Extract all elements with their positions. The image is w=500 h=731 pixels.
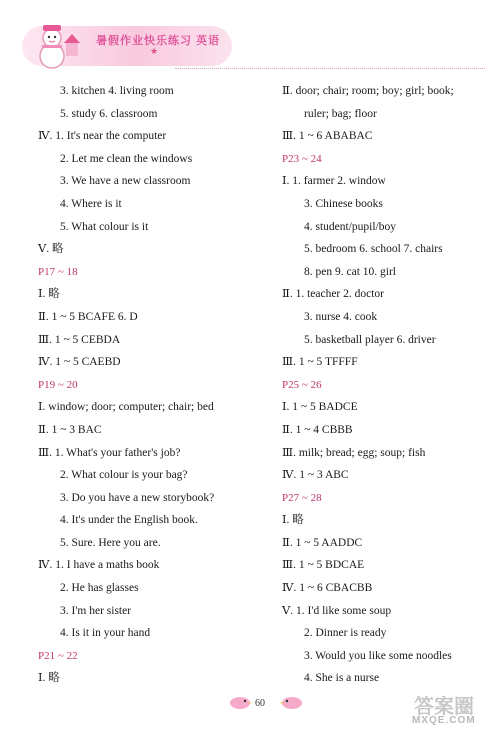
answer-line: Ⅰ. 略 [38,288,60,301]
section-heading: P23 ~ 24 [282,152,322,165]
header-star-icon: ★ [150,46,159,56]
answer-line: Ⅳ. 1 ~ 5 CAEBD [38,356,121,369]
watermark-logo: 答案圈 [414,696,474,718]
answer-line: Ⅴ. 略 [38,243,64,256]
footer-bird-right-icon [280,694,304,710]
footer-bird-left-icon [228,694,252,710]
section-heading: P17 ~ 18 [38,265,78,278]
header-banner-title: 暑假作业快乐练习 英语 [96,35,221,47]
answer-line: 3. kitchen 4. living room [60,85,174,97]
section-heading: P19 ~ 20 [38,378,78,391]
answer-line: 3. We have a new classroom [60,175,191,188]
answer-line: 2. What colour is your bag? [60,469,188,482]
answer-line: Ⅱ. 1 ~ 5 BCAFE 6. D [38,310,138,323]
answer-line: 5. What colour is it [60,220,149,233]
answer-line: 2. Let me clean the windows [60,152,193,165]
answer-line: 4. Is it in your hand [60,627,151,640]
answer-line: 3. Do you have a new storybook? [60,491,215,504]
answer-line: 8. pen 9. cat 10. girl [304,265,396,278]
answer-line: 4. Where is it [60,197,122,210]
answer-line: 5. bedroom 6. school 7. chairs [304,243,443,256]
answer-line: Ⅲ. milk; bread; egg; soup; fish [282,446,426,459]
answer-line: Ⅰ. 1 ~ 5 BADCE [282,401,358,414]
answer-line: ruler; bag; floor [304,107,377,120]
answer-line: Ⅲ. 1 ~ 5 CEBDA [38,333,121,346]
section-heading: P21 ~ 22 [38,649,78,662]
answer-line: Ⅲ. 1. What's your father's job? [38,446,181,459]
section-heading: P25 ~ 26 [282,378,322,391]
answer-line: 2. Dinner is ready [304,627,387,640]
answer-line: Ⅲ. 1 ~ 5 TFFFF [282,356,358,369]
answer-line: 3. I'm her sister [60,604,132,617]
answer-line: Ⅱ. 1 ~ 3 BAC [38,423,102,436]
answer-line: Ⅰ. 略 [282,514,304,527]
page-number: 60 [255,698,265,709]
answer-line: 3. Chinese books [304,197,383,210]
answer-column-right [282,80,492,690]
answer-column-left [38,80,268,690]
answer-line: 4. It's under the English book. [60,514,198,527]
answer-line: Ⅲ. 1 ~ 6 ABABAC [282,130,373,143]
answer-line: Ⅴ. 1. I'd like some soup [282,604,392,617]
answer-line: 5. study 6. classroom [60,107,158,120]
answer-line: 3. Would you like some noodles [304,649,452,662]
answer-line: Ⅱ. 1 ~ 5 AADDC [282,536,363,549]
answer-line: Ⅳ. 1 ~ 3 ABC [282,469,349,482]
answer-line: Ⅰ. 略 [38,672,60,685]
answer-line: 5. basketball player 6. driver [304,333,436,346]
answer-line: Ⅲ. 1 ~ 5 BDCAE [282,559,365,572]
header-divider [175,68,485,69]
section-heading: P27 ~ 28 [282,491,322,504]
answer-line: Ⅰ. 1. farmer 2. window [282,175,386,188]
answer-line: 2. He has glasses [60,582,139,595]
watermark [410,690,498,730]
answer-line: Ⅳ. 1 ~ 6 CBACBB [282,582,373,595]
answer-line: Ⅰ. window; door; computer; chair; bed [38,401,214,414]
answer-line: Ⅱ. door; chair; room; boy; girl; book; [282,85,454,97]
answer-line: 3. nurse 4. cook [304,310,378,323]
page-header [0,0,500,78]
answer-line: Ⅳ. 1. It's near the computer [38,130,167,143]
answer-line: Ⅱ. 1. teacher 2. doctor [282,288,385,301]
answer-line: Ⅳ. 1. I have a maths book [38,559,160,572]
watermark-url: MXQE.COM [412,715,476,726]
answer-line: 4. student/pupil/boy [304,220,396,233]
answer-line: Ⅱ. 1 ~ 4 CBBB [282,423,353,436]
snowman-icon [30,22,80,70]
answer-line: 5. Sure. Here you are. [60,536,161,549]
answer-line: 4. She is a nurse [304,672,380,685]
